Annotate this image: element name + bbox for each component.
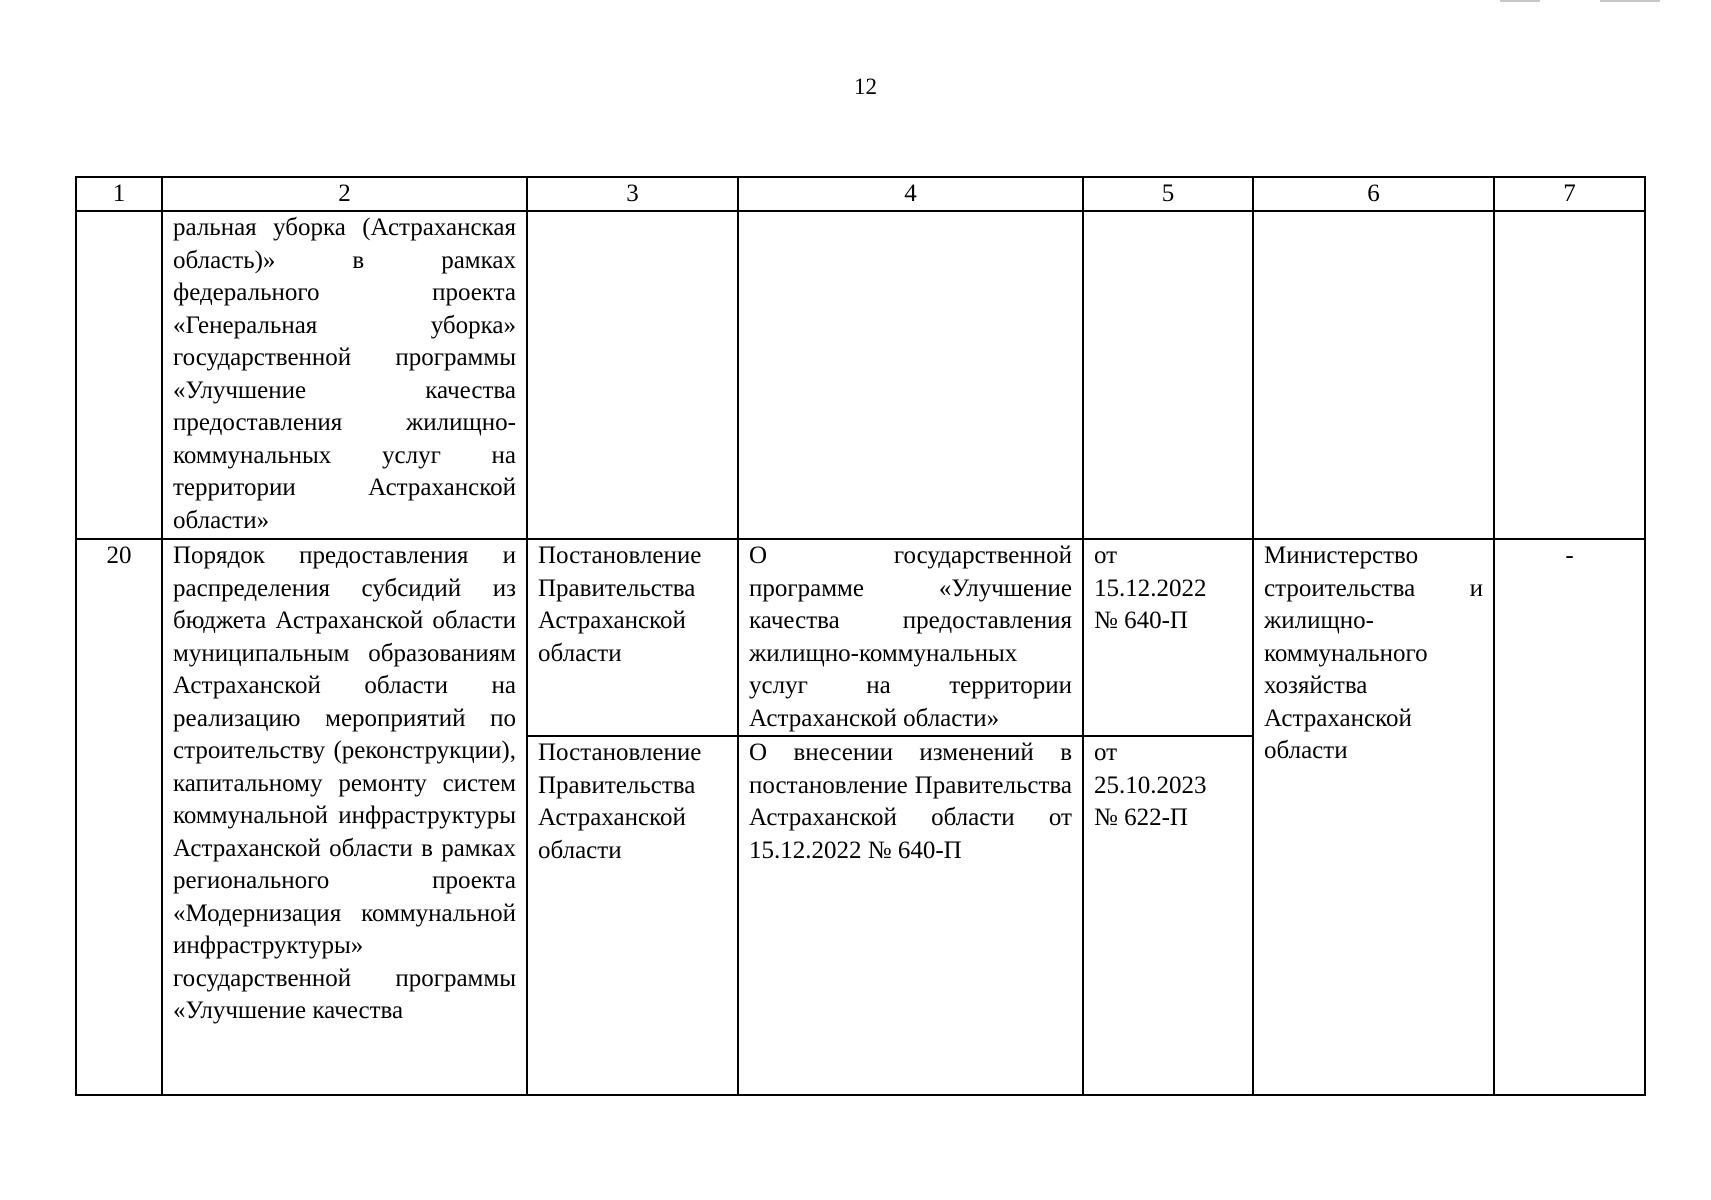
- cell-act-title: [738, 211, 1083, 539]
- column-header-4: 4: [738, 177, 1083, 211]
- act-number: № 640-П: [1094, 607, 1188, 634]
- scan-edge-mark: [1500, 0, 1540, 2]
- cell-number: [76, 211, 162, 539]
- acts-table: [75, 176, 1646, 1096]
- column-header-1: 1: [76, 177, 162, 211]
- cell-note-value: -: [1494, 539, 1645, 1095]
- table-row-continuation: [76, 211, 1645, 539]
- cell-row-name: Порядок предоставления и распределения субсидий из бюджета Астраханской области муниципальным образованиям Астраханской области на реализацию мероприятий по строительству (реконструкции), капитальному ремонту систем коммунальной инфраструктуры Астраханской области в рамках регионального проекта «Модернизация коммунальной инфраструктуры» государственной программы «Улучшение качества: [162, 539, 527, 1095]
- act-date: 15.12.2022: [1094, 574, 1207, 602]
- act-date-prefix: от: [1094, 542, 1118, 569]
- act-number: № 622-П: [1094, 804, 1188, 831]
- cell-act-title-2: О внесении изменений в постановление Правительства Астраханской области от 15.12.2022 № 640-П: [738, 736, 1083, 1095]
- cell-act-date-1: [1083, 539, 1253, 736]
- cell-responsible-body: Министерство строительства и жилищно-коммунального хозяйства Астраханской области: [1253, 539, 1494, 1095]
- column-header-7: 7: [1494, 177, 1645, 211]
- cell-act-date-2: [1083, 736, 1253, 1095]
- cell-act-title-1: О государственной программе «Улучшение качества предоставления жилищно-коммунальных услуг на территории Астраханской области»: [738, 539, 1083, 736]
- act-date-prefix: от: [1094, 739, 1118, 766]
- cell-note: [1494, 211, 1645, 539]
- column-header-6: 6: [1253, 177, 1494, 211]
- cell-act-date: [1083, 211, 1253, 539]
- column-header-2: 2: [162, 177, 527, 211]
- act-date: 25.10.2023: [1094, 771, 1207, 799]
- page-number: 12: [854, 74, 877, 99]
- table-row-20: [76, 539, 1645, 736]
- cell-responsible: [1253, 211, 1494, 539]
- cell-act-type: [527, 211, 738, 539]
- cell-act-type-2: Постановление Правительства Астраханской области: [527, 736, 738, 1095]
- column-header-3: 3: [527, 177, 738, 211]
- cell-name-continuation: ральная уборка (Астраханская область)» в рамках федерального проекта «Генеральная уборка» государственной программы «Улучшение качества предоставления жилищно-коммунальных услуг на территории Астраханской области»: [162, 211, 527, 539]
- table-header-row: [76, 177, 1645, 211]
- scan-edge-mark: [1600, 0, 1660, 2]
- column-header-5: 5: [1083, 177, 1253, 211]
- cell-row-number: 20: [76, 539, 162, 1095]
- cell-act-type-1: Постановление Правительства Астраханской области: [527, 539, 738, 736]
